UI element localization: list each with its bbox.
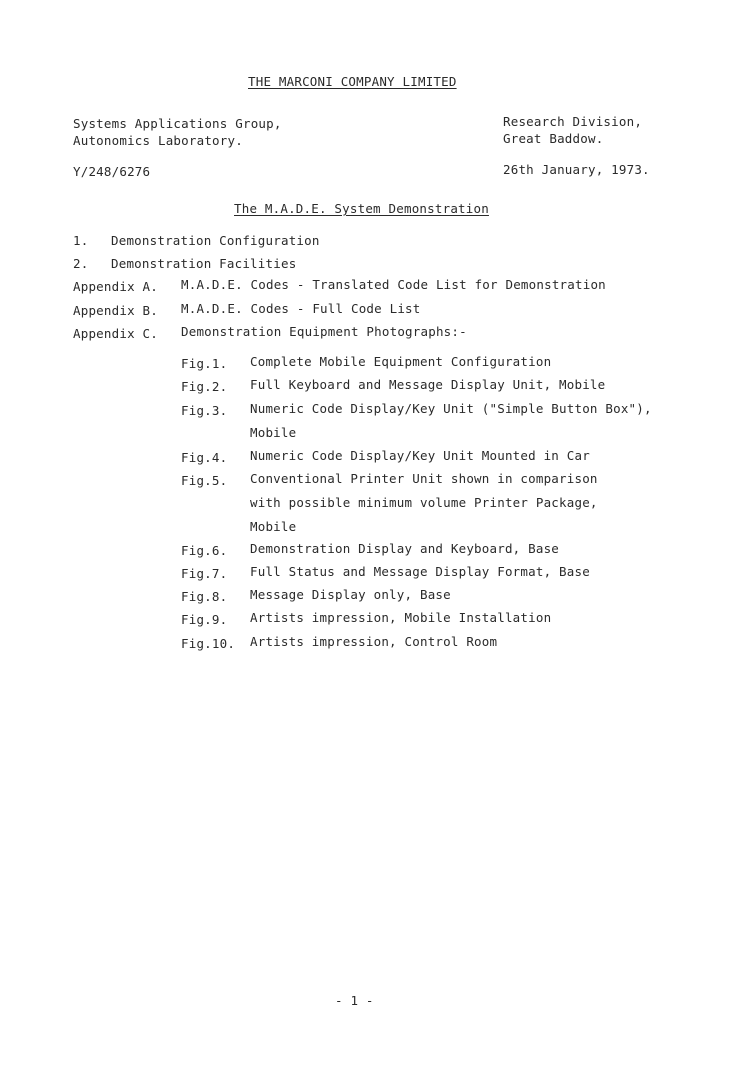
figure-caption: Full Keyboard and Message Display Unit, Mobile [250,377,606,392]
group-name: Systems Applications Group, [73,116,282,131]
contents-item-text: Demonstration Facilities [111,256,297,271]
figure-label: Fig.4. [181,450,228,465]
figure-caption-continued: Mobile [250,519,297,534]
figure-caption: Full Status and Message Display Format, Base [250,564,590,579]
appendix-text: M.A.D.E. Codes - Translated Code List for Demonstration [181,277,606,292]
figure-label: Fig.8. [181,589,228,604]
figure-label: Fig.2. [181,379,228,394]
document-date: 26th January, 1973. [503,162,650,177]
division-name: Research Division, [503,114,643,129]
figure-label: Fig.7. [181,566,228,581]
appendix-text: M.A.D.E. Codes - Full Code List [181,301,421,316]
figure-caption: Conventional Printer Unit shown in comparison [250,471,598,486]
figure-caption: Complete Mobile Equipment Configuration [250,354,552,369]
figure-caption: Demonstration Display and Keyboard, Base [250,541,560,556]
appendix-text: Demonstration Equipment Photographs:- [181,324,467,339]
figure-caption: Artists impression, Control Room [250,634,498,649]
appendix-label: Appendix A. [73,279,158,294]
page-number: - 1 - [335,993,374,1008]
contents-item-number: 2. [73,256,89,271]
appendix-label: Appendix B. [73,303,158,318]
figure-label: Fig.1. [181,356,228,371]
figure-label: Fig.6. [181,543,228,558]
figure-label: Fig.5. [181,473,228,488]
laboratory-name: Autonomics Laboratory. [73,133,243,148]
figure-label: Fig.9. [181,612,228,627]
contents-item-number: 1. [73,233,89,248]
appendix-label: Appendix C. [73,326,158,341]
document-title: The M.A.D.E. System Demonstration [234,201,489,216]
figure-caption: Numeric Code Display/Key Unit ("Simple Button Box"), [250,401,652,416]
figure-label: Fig.3. [181,403,228,418]
contents-item-text: Demonstration Configuration [111,233,320,248]
figure-caption-continued: with possible minimum volume Printer Package, [250,495,598,510]
figure-caption: Numeric Code Display/Key Unit Mounted in Car [250,448,590,463]
document-reference: Y/248/6276 [73,164,151,179]
figure-caption: Message Display only, Base [250,587,451,602]
figure-label: Fig.10. [181,636,236,651]
figure-caption-continued: Mobile [250,425,297,440]
figure-caption: Artists impression, Mobile Installation [250,610,552,625]
company-name: THE MARCONI COMPANY LIMITED [248,74,457,89]
location-name: Great Baddow. [503,131,604,146]
